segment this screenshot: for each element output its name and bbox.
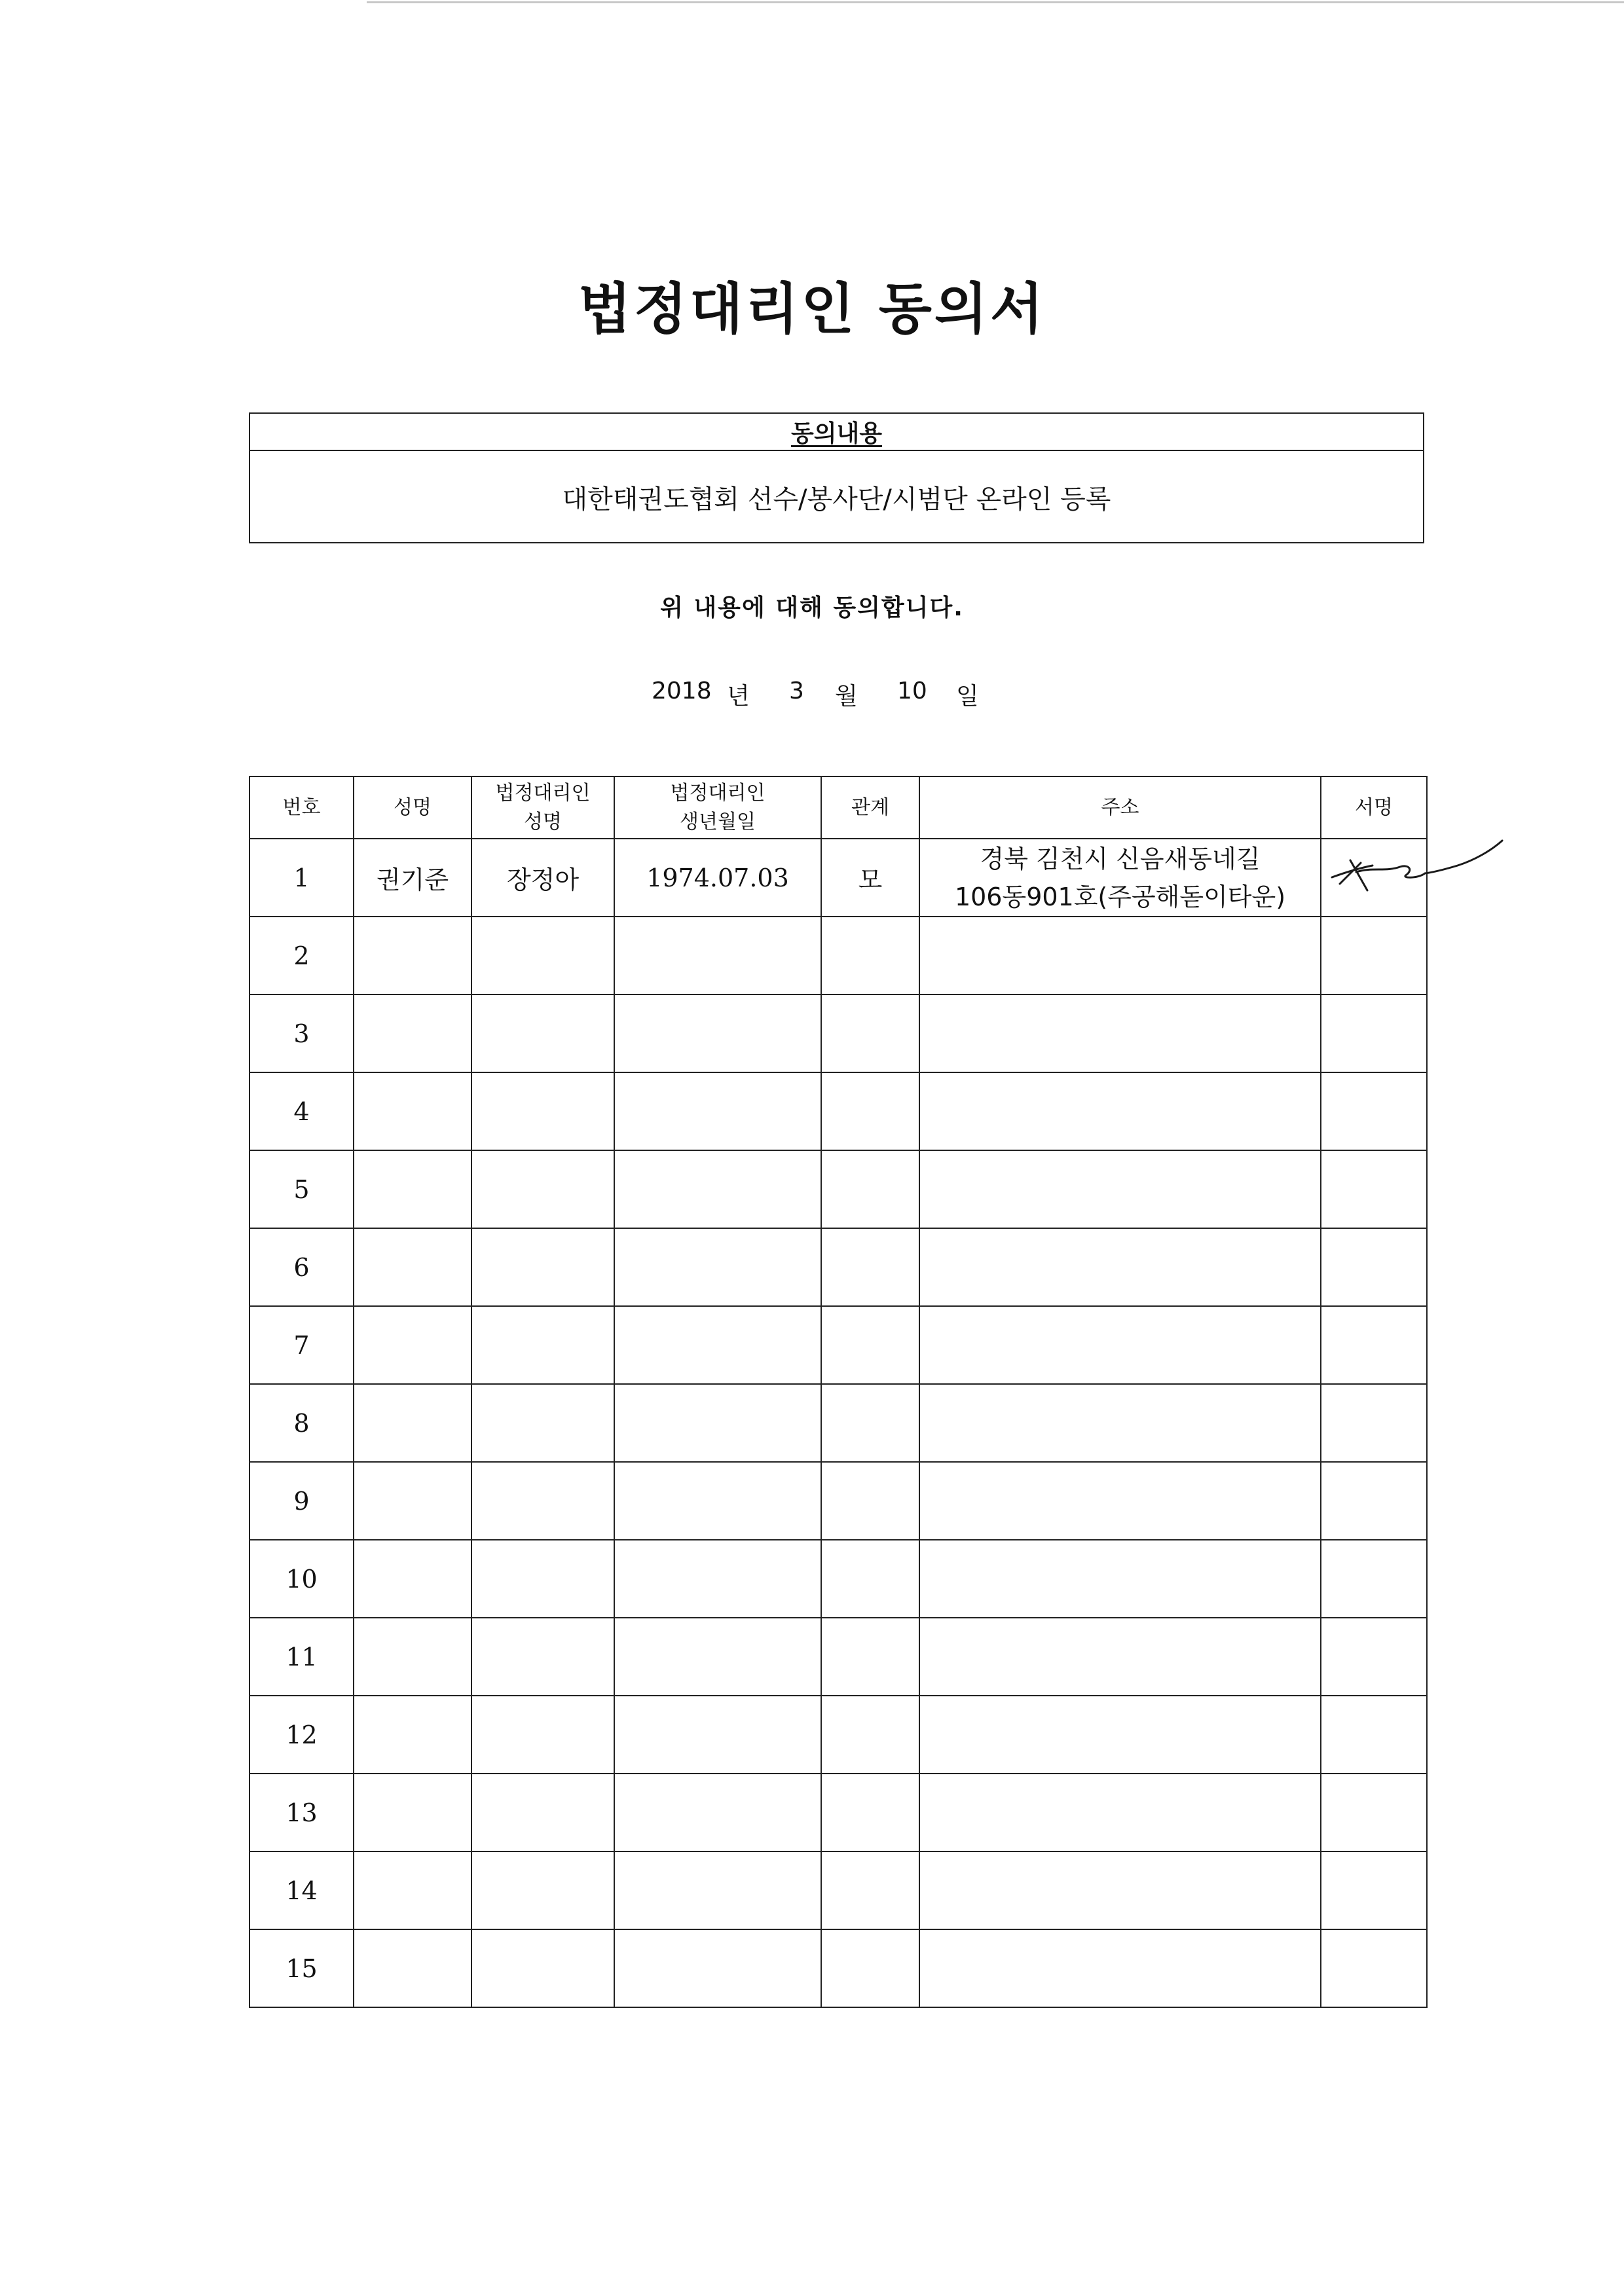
consent-box <box>249 412 1424 543</box>
table-row <box>249 1540 1427 1618</box>
table-row <box>249 1228 1427 1306</box>
row-no: 15 <box>249 1929 354 2007</box>
agreement-text: 위 내용에 대해 동의합니다. <box>660 594 964 621</box>
header-address: 주소 <box>919 776 1321 839</box>
table-row <box>249 1618 1427 1696</box>
row-no: 12 <box>249 1696 354 1774</box>
table-row <box>249 1462 1427 1540</box>
table-row <box>249 1851 1427 1929</box>
row-address <box>919 839 1321 917</box>
document-title: 법정대리인 동의서 <box>578 277 1046 341</box>
table-row <box>249 1150 1427 1228</box>
header-no: 번호 <box>249 776 354 839</box>
row-signature <box>1321 839 1427 917</box>
table-row <box>249 1072 1427 1150</box>
row-guardian-birth: 1974.07.03 <box>614 839 821 917</box>
date-line <box>652 678 979 711</box>
table-row <box>249 994 1427 1072</box>
row-relation: 모 <box>821 839 919 917</box>
date-month-unit: 월 <box>835 683 858 710</box>
guardian-table <box>249 776 1428 2008</box>
header-guardian-birth-line2: 생년월일 <box>680 810 756 833</box>
row-no: 1 <box>249 839 354 917</box>
header-guardian-name-line1: 법정대리인 <box>495 781 591 805</box>
row-guardian-name: 장정아 <box>471 839 614 917</box>
row-no: 5 <box>249 1150 354 1228</box>
row-no: 8 <box>249 1384 354 1462</box>
consent-header: 동의내용 <box>250 414 1423 451</box>
row-no: 3 <box>249 994 354 1072</box>
date-day: 10 <box>897 678 927 704</box>
date-year: 2018 <box>652 678 712 704</box>
row-address-line2: 106동901호(주공해돋이타운) <box>954 882 1286 911</box>
header-relation: 관계 <box>821 776 919 839</box>
header-name: 성명 <box>354 776 471 839</box>
table-row <box>249 917 1427 994</box>
row-address-line1: 경북 김천시 신음새동네길 <box>980 844 1261 873</box>
header-guardian-birth <box>614 776 821 839</box>
table-row <box>249 839 1427 917</box>
header-guardian-birth-line1: 법정대리인 <box>670 781 766 805</box>
row-no: 9 <box>249 1462 354 1540</box>
row-no: 11 <box>249 1618 354 1696</box>
header-guardian-name <box>471 776 614 839</box>
row-no: 6 <box>249 1228 354 1306</box>
row-no: 2 <box>249 917 354 994</box>
row-no: 10 <box>249 1540 354 1618</box>
row-name: 권기준 <box>354 839 471 917</box>
header-guardian-name-line2: 성명 <box>524 810 562 833</box>
table-header-row <box>249 776 1427 839</box>
date-year-unit: 년 <box>727 683 750 710</box>
row-no: 13 <box>249 1774 354 1851</box>
handwritten-signature <box>1327 826 1504 918</box>
table-row <box>249 1696 1427 1774</box>
table-row <box>249 1774 1427 1851</box>
table-row <box>249 1306 1427 1384</box>
date-month: 3 <box>789 678 804 704</box>
row-no: 7 <box>249 1306 354 1384</box>
row-no: 14 <box>249 1851 354 1929</box>
table-row <box>249 1384 1427 1462</box>
date-day-unit: 일 <box>956 683 979 710</box>
table-row <box>249 1929 1427 2007</box>
row-no: 4 <box>249 1072 354 1150</box>
scan-edge-line <box>367 1 1624 3</box>
consent-body: 대한태권도협회 선수/봉사단/시범단 온라인 등록 <box>562 484 1111 515</box>
header-signature: 서명 <box>1321 776 1427 839</box>
